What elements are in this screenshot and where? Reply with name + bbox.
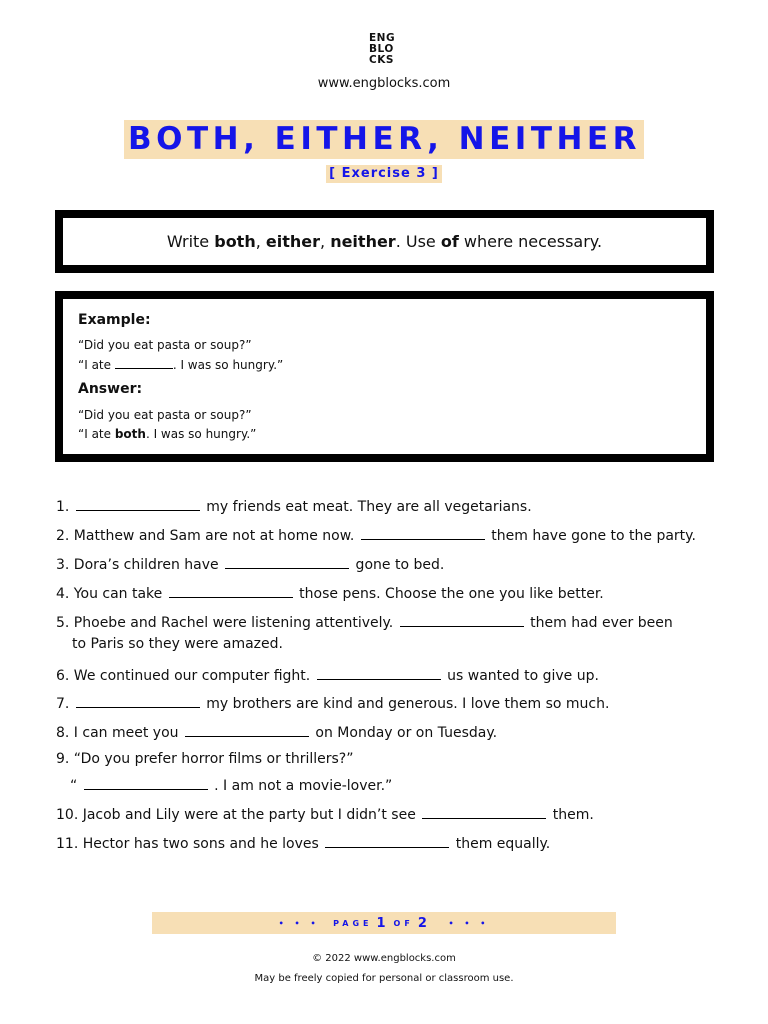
answer-line: “I ate both. I was so hungry.” [78,427,257,441]
worksheet-subtitle: [ Exercise 3 ] [326,165,442,183]
question-6: 6. We continued our computer fight. us wanted to give up. [56,665,599,684]
example-question: “Did you eat pasta or soup?” [78,338,252,352]
copyright: © 2022 www.engblocks.com [312,953,456,964]
question-7: 7. my brothers are kind and generous. I love them so much. [56,693,609,712]
site-url: www.engblocks.com [317,76,451,91]
answer-blank[interactable] [317,665,441,680]
answer-blank[interactable] [84,775,208,790]
answer-blank[interactable] [400,612,524,627]
instruction-box [55,210,714,273]
answer-blank[interactable] [225,554,349,569]
example-answer-line: “I ate . I was so hungry.” [78,358,284,372]
question-11: 11. Hector has two sons and he loves them equally. [56,833,550,852]
worksheet-title: BOTH, EITHER, NEITHER [124,120,644,159]
answer-blank[interactable] [76,693,200,708]
question-8: 8. I can meet you on Monday or on Tuesday. [56,722,497,741]
answer-blank[interactable] [76,496,200,511]
question-3: 3. Dora’s children have gone to bed. [56,554,444,573]
engblocks-logo [369,33,399,66]
question-5-continued: to Paris so they were amazed. [72,636,283,652]
answer-blank[interactable] [185,722,309,737]
page-indicator: • • • PAGE 1 OF 2 • • • [152,912,616,934]
question-9-answer: “ . I am not a movie-lover.” [70,775,392,794]
answer-blank[interactable] [422,804,546,819]
question-4: 4. You can take those pens. Choose the one you like better. [56,583,604,602]
question-2: 2. Matthew and Sam are not at home now. them have gone to the party. [56,525,696,544]
logo-line: CKS [369,54,394,66]
blank-line [115,357,173,369]
answer-label: Answer: [78,381,143,397]
usage-note: May be freely copied for personal or classroom use. [254,973,514,984]
answer-blank[interactable] [361,525,485,540]
question-1: 1. my friends eat meat. They are all vegetarians. [56,496,532,515]
question-9: 9. “Do you prefer horror films or thrillers?” [56,751,354,767]
page-number: 1 [376,915,390,931]
logo-line: ENG [369,32,396,44]
answer-blank[interactable] [169,583,293,598]
question-10: 10. Jacob and Lily were at the party but I didn’t see them. [56,804,594,823]
page-total: 2 [417,915,431,931]
question-5: 5. Phoebe and Rachel were listening attentively. them had ever been [56,612,673,631]
answer-blank[interactable] [325,833,449,848]
logo-line: BLO [369,43,394,55]
instruction-text: Write both, either, neither. Use of where necessary. [166,232,603,251]
example-label: Example: [78,312,151,328]
answer-question: “Did you eat pasta or soup?” [78,408,252,422]
example-box [55,291,714,462]
